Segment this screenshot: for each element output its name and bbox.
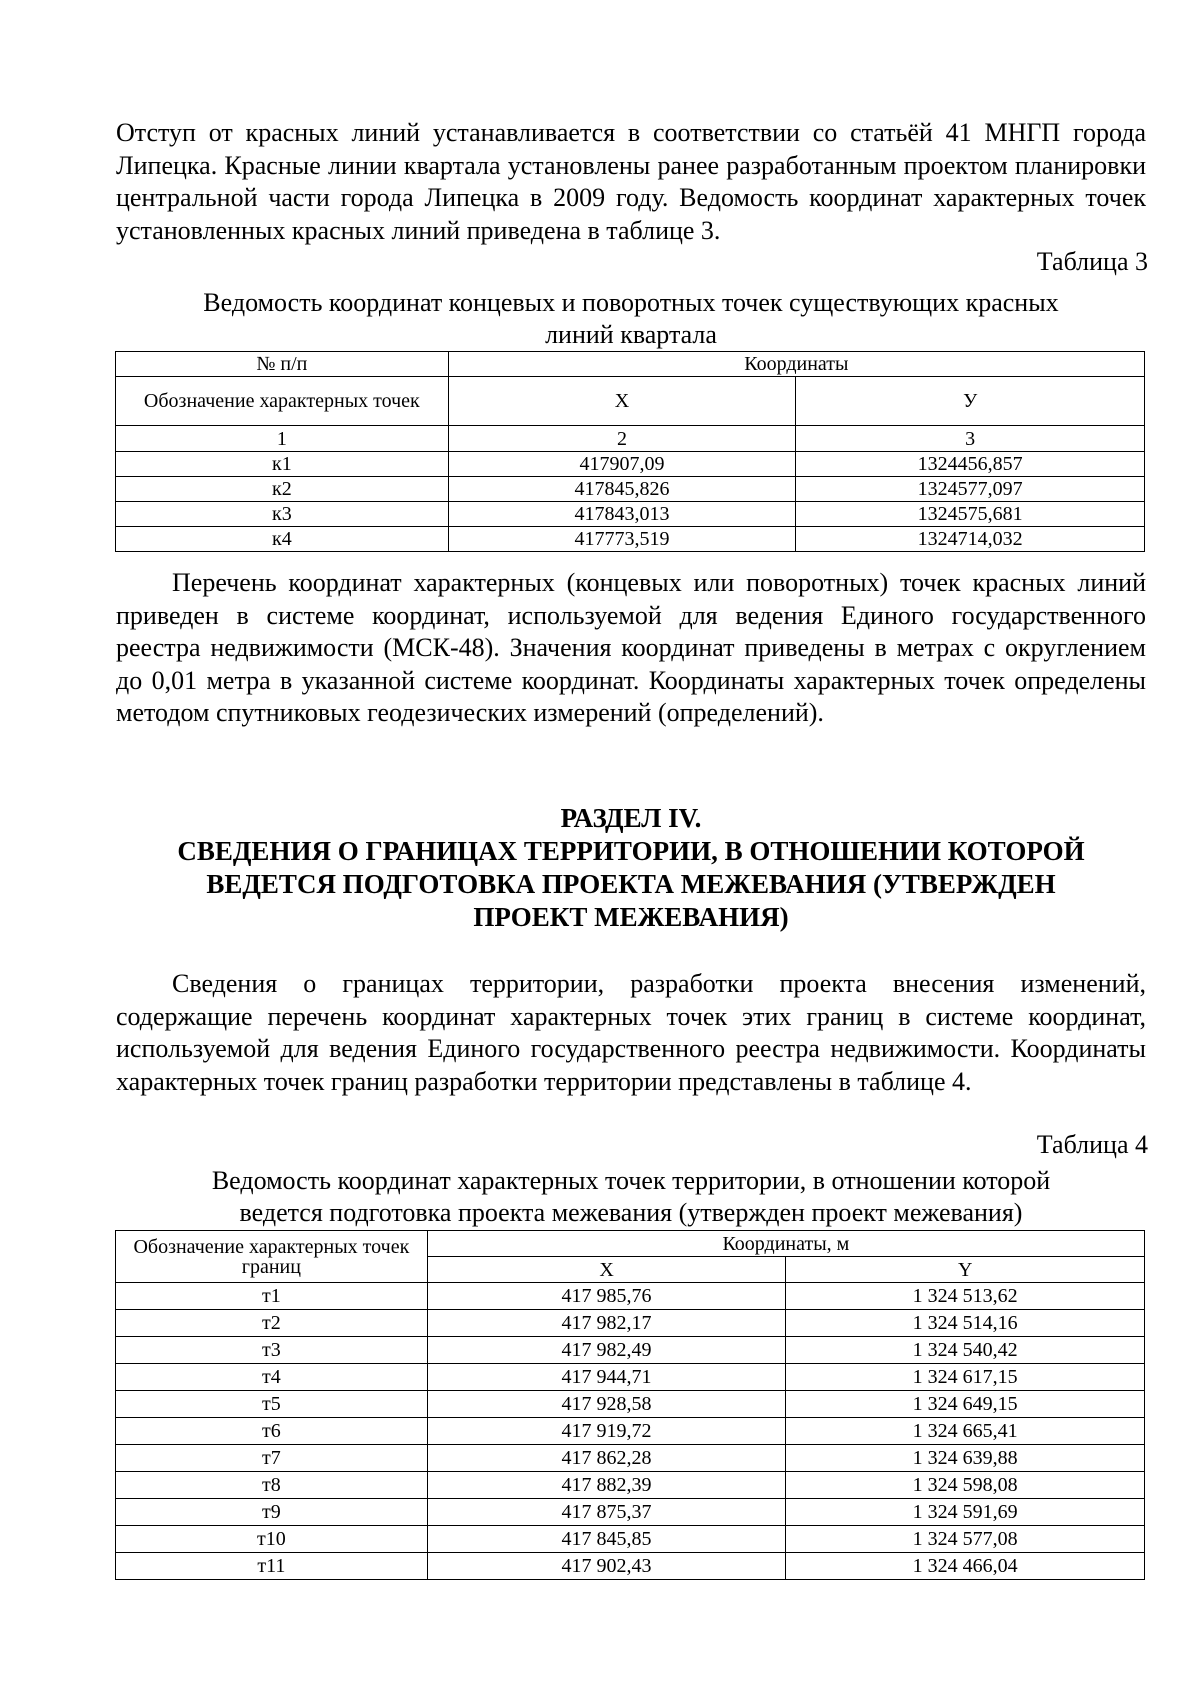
point-cell: т4: [116, 1364, 428, 1391]
section-title-line1: РАЗДЕЛ IV.: [560, 803, 702, 833]
x-cell: 417 862,28: [427, 1445, 786, 1472]
y-cell: 1324575,681: [796, 502, 1145, 527]
point-cell: т11: [116, 1553, 428, 1580]
y-cell: 1 324 577,08: [786, 1526, 1145, 1553]
table4-header-row1: [116, 1231, 1145, 1257]
table-row: [116, 1364, 1145, 1391]
x-cell: 417843,013: [448, 502, 796, 527]
table-row: [116, 502, 1145, 527]
table3-caption-line1: Ведомость координат концевых и поворотных точек существующих красных: [203, 288, 1059, 317]
point-cell: т5: [116, 1391, 428, 1418]
table3-col-number: 2: [448, 426, 796, 452]
point-cell: т2: [116, 1310, 428, 1337]
y-cell: 1 324 649,15: [786, 1391, 1145, 1418]
table3-col-numbers-row: [116, 426, 1145, 452]
x-cell: 417 845,85: [427, 1526, 786, 1553]
x-cell: 417 882,39: [427, 1472, 786, 1499]
table-row: [116, 1526, 1145, 1553]
table3-col-number: 3: [796, 426, 1145, 452]
table3-header-coords: Координаты: [448, 352, 1144, 377]
table-row: [116, 1310, 1145, 1337]
y-cell: 1324577,097: [796, 477, 1145, 502]
point-cell: к1: [116, 452, 449, 477]
y-cell: 1 324 514,16: [786, 1310, 1145, 1337]
table4-header-x: X: [427, 1257, 786, 1283]
x-cell: 417 875,37: [427, 1499, 786, 1526]
table4-caption: [116, 1165, 1146, 1229]
point-cell: к4: [116, 527, 449, 552]
table-row: [116, 477, 1145, 502]
table-row: [116, 1472, 1145, 1499]
point-cell: т6: [116, 1418, 428, 1445]
x-cell: 417 982,17: [427, 1310, 786, 1337]
table3-col-number: 1: [116, 426, 449, 452]
table4-caption-line1: Ведомость координат характерных точек территории, в отношении которой: [211, 1166, 1051, 1195]
y-cell: 1 324 466,04: [786, 1553, 1145, 1580]
table-row: [116, 527, 1145, 552]
x-cell: 417773,519: [448, 527, 796, 552]
point-cell: т7: [116, 1445, 428, 1472]
y-cell: 1 324 598,08: [786, 1472, 1145, 1499]
y-cell: 1 324 513,62: [786, 1283, 1145, 1310]
x-cell: 417 919,72: [427, 1418, 786, 1445]
y-cell: 1324714,032: [796, 527, 1145, 552]
table-row: [116, 1418, 1145, 1445]
point-cell: т8: [116, 1472, 428, 1499]
table-row: [116, 1283, 1145, 1310]
table-row: [116, 1337, 1145, 1364]
y-cell: 1 324 540,42: [786, 1337, 1145, 1364]
table3-header-num: № п/п: [116, 352, 449, 377]
point-cell: т10: [116, 1526, 428, 1553]
section-title: [116, 802, 1146, 934]
section-title-line3: ВЕДЕТСЯ ПОДГОТОВКА ПРОЕКТА МЕЖЕВАНИЯ (УТВЕРЖДЕН: [206, 869, 1056, 899]
point-cell: т1: [116, 1283, 428, 1310]
y-cell: 1 324 591,69: [786, 1499, 1145, 1526]
section-title-line4: ПРОЕКТ МЕЖЕВАНИЯ): [473, 902, 789, 932]
x-cell: 417 928,58: [427, 1391, 786, 1418]
table4: [115, 1230, 1145, 1580]
section-paragraph: Сведения о границах территории, разработки проекта внесения изменений, содержащие перечень координат характерных точек этих границ в системе координат, используемой для ведения Единого государственного реестра недвижимости. Координаты характерных точек границ разработки территории представлены в таблице 4.: [116, 969, 1146, 1096]
point-cell: т9: [116, 1499, 428, 1526]
section-title-line2: СВЕДЕНИЯ О ГРАНИЦАХ ТЕРРИТОРИИ, В ОТНОШЕНИИ КОТОРОЙ: [177, 836, 1085, 866]
table3-header-row2: [116, 377, 1145, 426]
x-cell: 417 944,71: [427, 1364, 786, 1391]
table3-label: Таблица 3: [1036, 247, 1148, 276]
table4-label: Таблица 4: [1036, 1130, 1148, 1159]
intro-paragraph: Отступ от красных линий устанавливается в соответствии со статьёй 41 МНГП города Липецка. Красные линии квартала установлены ранее разработанным проектом планировки центральной части города Липецка в 2009 году. Ведомость координат характерных точек установленных красных линий приведена в таблице 3.: [116, 118, 1146, 245]
table3-caption: [116, 287, 1146, 351]
table3-header-y: У: [796, 377, 1145, 426]
table4-caption-line2: ведется подготовка проекта межевания (утвержден проект межевания): [239, 1198, 1023, 1227]
table4-header-point: Обозначение характерных точек границ: [116, 1231, 428, 1283]
point-cell: т3: [116, 1337, 428, 1364]
x-cell: 417845,826: [448, 477, 796, 502]
table-row: [116, 1445, 1145, 1472]
table-row: [116, 452, 1145, 477]
coords-paragraph: Перечень координат характерных (концевых или поворотных) точек красных линий приведен в системе координат, используемой для ведения Единого государственного реестра недвижимости (МСК-48). Значения координат приведены в метрах с округлением до 0,01 метра в указанной системе координат. Координаты характерных точек определены методом спутниковых геодезических измерений (определений).: [116, 568, 1146, 727]
y-cell: 1 324 639,88: [786, 1445, 1145, 1472]
x-cell: 417 902,43: [427, 1553, 786, 1580]
x-cell: 417907,09: [448, 452, 796, 477]
table-row: [116, 1553, 1145, 1580]
y-cell: 1 324 665,41: [786, 1418, 1145, 1445]
table3-header-row1: [116, 352, 1145, 377]
table4-header-coords: Координаты, м: [427, 1231, 1144, 1257]
table3-caption-line2: линий квартала: [545, 320, 717, 349]
point-cell: к2: [116, 477, 449, 502]
x-cell: 417 985,76: [427, 1283, 786, 1310]
x-cell: 417 982,49: [427, 1337, 786, 1364]
table4-header-y: Y: [786, 1257, 1145, 1283]
y-cell: 1324456,857: [796, 452, 1145, 477]
point-cell: к3: [116, 502, 449, 527]
table3-header-point: Обозначение характерных точек: [116, 377, 449, 426]
y-cell: 1 324 617,15: [786, 1364, 1145, 1391]
table-row: [116, 1391, 1145, 1418]
table3-header-x: Х: [448, 377, 796, 426]
table3: [115, 351, 1145, 552]
table-row: [116, 1499, 1145, 1526]
